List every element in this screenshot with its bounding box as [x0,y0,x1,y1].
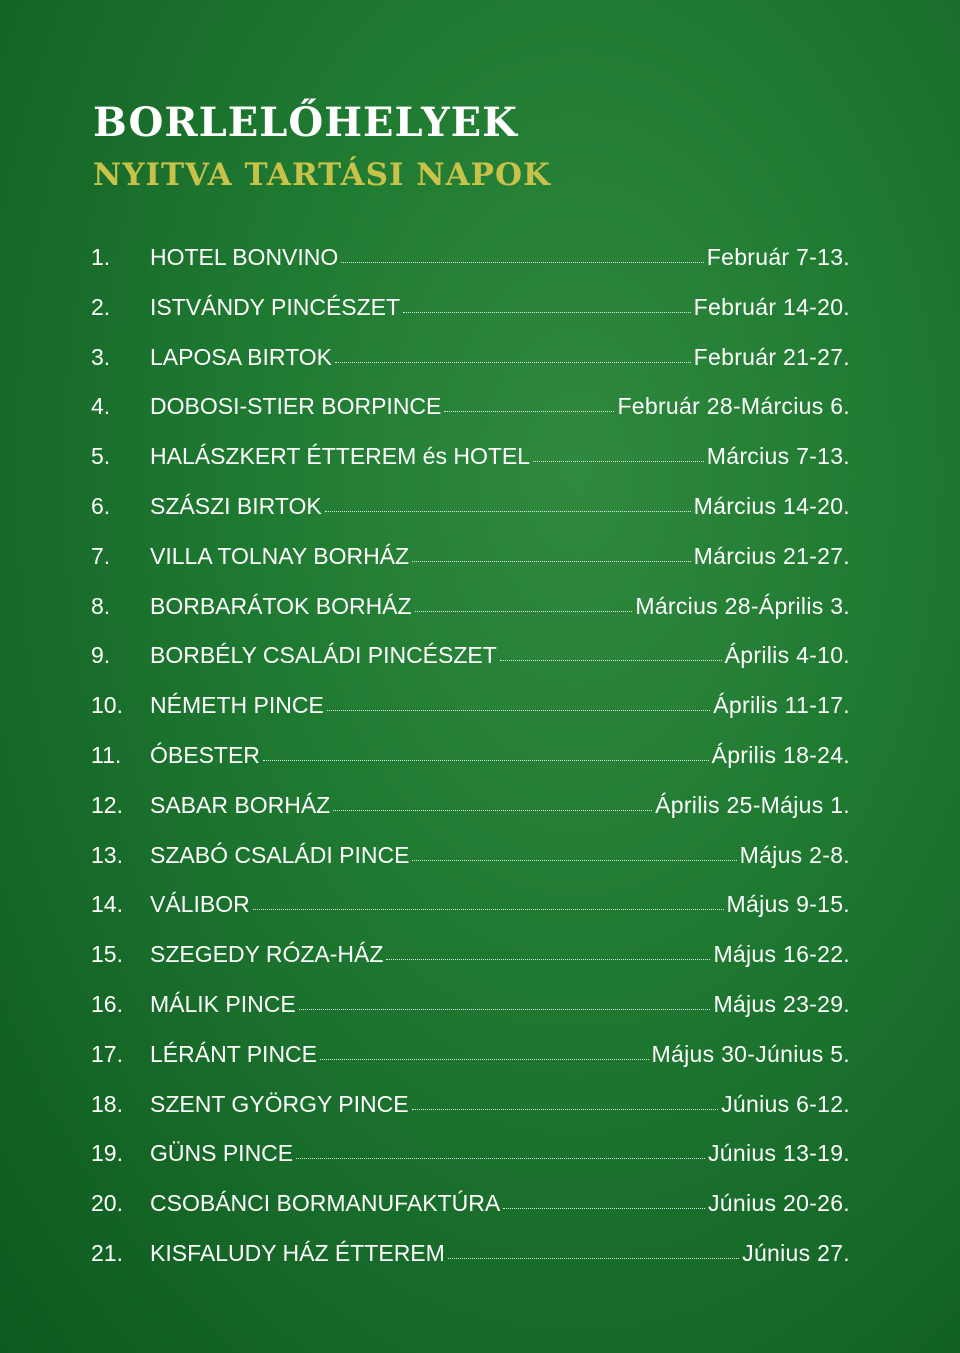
dot-leader [412,1108,719,1110]
list-item [91,237,850,287]
dot-leader [386,958,710,960]
list-item [91,486,850,536]
opening-dates: Február 21-27. [693,343,850,370]
item-number: 14. [91,891,123,918]
item-number: 6. [91,492,111,519]
opening-dates: Április 18-24. [711,741,850,768]
opening-dates: Március 21-27. [693,542,850,569]
item-number: 13. [91,841,123,868]
opening-dates: Június 13-19. [708,1140,850,1167]
dot-leader [412,859,736,861]
dot-leader [503,1207,705,1209]
list-item [91,1034,850,1084]
list-item [91,934,850,984]
item-number: 16. [91,990,123,1017]
item-number: 2. [91,293,111,320]
dot-leader [320,1058,649,1060]
list-item [91,1133,850,1183]
venue-name: HOTEL BONVINO [150,244,339,270]
opening-dates: Február 7-13. [706,244,850,270]
opening-dates: Március 7-13. [706,443,850,470]
item-number: 8. [91,592,111,619]
dot-leader [327,709,710,711]
item-number: 12. [91,791,123,818]
venue-name: SABAR BORHÁZ [150,791,331,818]
page-title: BORLELŐHELYEK [93,99,518,146]
opening-dates: Május 9-15. [726,891,850,918]
dot-leader [533,460,704,462]
dot-leader [341,261,703,263]
list-item [91,685,850,735]
item-number: 17. [91,1040,123,1067]
venue-name: SZABÓ CSALÁDI PINCE [150,841,410,868]
venue-name: KISFALUDY HÁZ ÉTTEREM [150,1239,445,1266]
venue-name: CSOBÁNCI BORMANUFAKTÚRA [150,1190,501,1217]
dot-leader [415,610,633,612]
list-item [91,436,850,486]
opening-dates: Május 2-8. [739,841,850,868]
opening-dates: Április 25-Május 1. [655,791,850,818]
item-number: 20. [91,1190,123,1217]
list-item [91,884,850,934]
venue-name: SZÁSZI BIRTOK [150,492,322,519]
dot-leader [412,560,691,562]
venue-name: LAPOSA BIRTOK [150,343,332,370]
dot-leader [296,1157,705,1159]
opening-dates: Március 14-20. [693,492,850,519]
dot-leader [253,908,724,910]
venue-name: VÁLIBOR [150,891,250,918]
opening-dates: Február 28-Március 6. [617,393,850,420]
opening-dates: Február 14-20. [693,293,850,320]
opening-dates: Június 20-26. [708,1190,850,1217]
opening-dates: Június 27. [742,1239,850,1266]
list-item [91,835,850,885]
dot-leader [403,311,691,313]
list-item [91,1183,850,1233]
dot-leader [335,361,691,363]
venue-name: MÁLIK PINCE [150,990,296,1017]
list-item [91,785,850,835]
venue-list [91,237,850,1283]
venue-name: DOBOSI-STIER BORPINCE [150,393,442,420]
list-item [91,386,850,436]
list-item [91,586,850,636]
item-number: 19. [91,1140,123,1167]
venue-name: LÉRÁNT PINCE [150,1040,318,1067]
list-item [91,735,850,785]
item-number: 11. [91,741,122,768]
list-item [91,536,850,586]
item-number: 1. [91,244,111,270]
venue-name: BORBARÁTOK BORHÁZ [150,592,412,619]
list-item [91,635,850,685]
opening-dates: Május 16-22. [713,941,850,968]
venue-name: VILLA TOLNAY BORHÁZ [150,542,410,569]
opening-dates: Május 30-Június 5. [651,1040,850,1067]
dot-leader [500,659,722,661]
page-subtitle: NYITVA TARTÁSI NAPOK [93,157,551,193]
dot-leader [333,809,652,811]
dot-leader [444,410,614,412]
opening-dates: Március 28-Április 3. [635,592,850,619]
venue-name: BORBÉLY CSALÁDI PINCÉSZET [150,642,497,669]
dot-leader [263,759,709,761]
opening-dates: Május 23-29. [713,990,850,1017]
venue-name: ÓBESTER [150,741,260,768]
dot-leader [299,1008,711,1010]
item-number: 18. [91,1090,123,1117]
venue-name: NÉMETH PINCE [150,692,324,719]
item-number: 7. [91,542,111,569]
venue-name: SZEGEDY RÓZA-HÁZ [150,941,384,968]
dot-leader [448,1257,739,1259]
item-number: 10. [91,692,123,719]
opening-dates: Április 11-17. [713,692,850,719]
list-item [91,337,850,387]
item-number: 4. [91,393,111,420]
venue-name: SZENT GYÖRGY PINCE [150,1090,409,1117]
venue-name: HALÁSZKERT ÉTTEREM és HOTEL [150,443,531,470]
list-item [91,1233,850,1283]
opening-dates: Június 6-12. [721,1090,850,1117]
dot-leader [325,510,691,512]
item-number: 5. [91,443,111,470]
item-number: 21. [91,1239,123,1266]
opening-dates: Április 4-10. [724,642,850,669]
list-item [91,287,850,337]
venue-name: GÜNS PINCE [150,1140,294,1167]
list-item [91,984,850,1034]
list-item [91,1084,850,1134]
item-number: 15. [91,941,123,968]
venue-name: ISTVÁNDY PINCÉSZET [150,293,401,320]
item-number: 3. [91,343,111,370]
item-number: 9. [91,642,111,669]
